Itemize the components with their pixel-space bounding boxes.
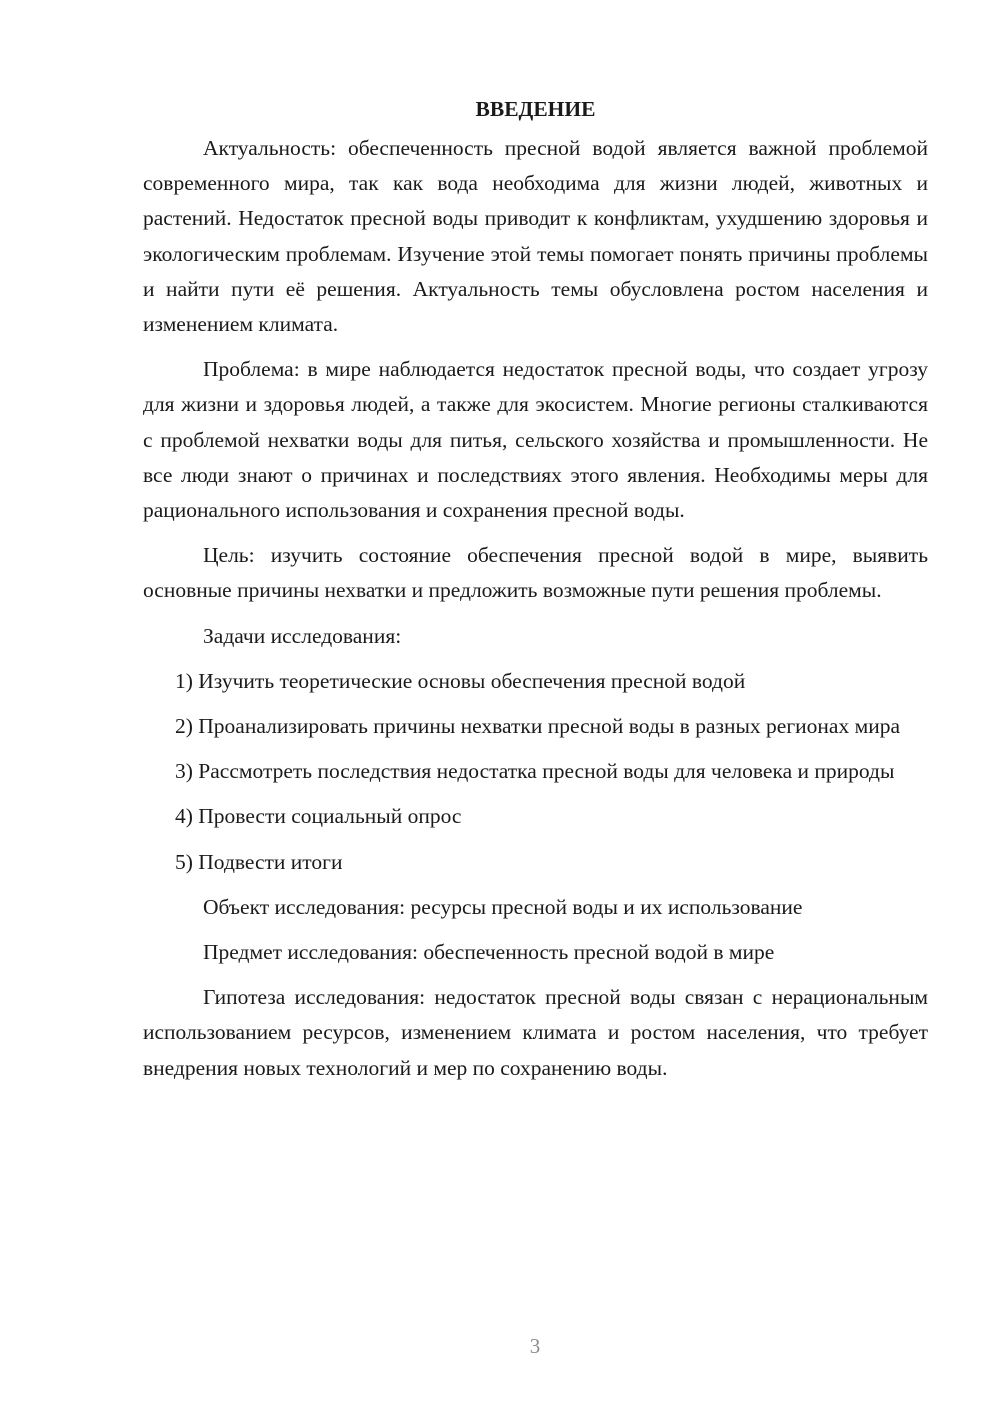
hypothesis-paragraph: Гипотеза исследования: недостаток пресной воды связан с нерациональным использованием ресурсов, изменением климата и ростом населения, что требует внедрения новых технологий и мер по сохранению воды. — [143, 985, 928, 1080]
document-page — [143, 92, 928, 1096]
task-item: 4) Провести социальный опрос — [175, 804, 462, 829]
relevance-paragraph: Актуальность: обеспеченность пресной водой является важной проблемой современного мира, так как вода необходима для жизни людей, животных и растений. Недостаток пресной воды приводит к конфликтам, ухудшению здоровья и экологическим проблемам. Изучение этой темы помогает понять причины проблемы и найти пути её решения. Актуальность темы обусловлена ростом населения и изменением климата. — [143, 136, 928, 337]
task-item: 2) Проанализировать причины нехватки пресной воды в разных регионах мира — [175, 714, 900, 739]
task-item: 3) Рассмотреть последствия недостатка пресной воды для человека и природы — [175, 759, 895, 784]
tasks-heading: Задачи исследования: — [203, 623, 402, 648]
object-paragraph: Объект исследования: ресурсы пресной воды и их использование — [203, 894, 803, 919]
page-number: 3 — [529, 1334, 541, 1358]
subject-paragraph: Предмет исследования: обеспеченность пресной водой в мире — [203, 940, 775, 965]
section-title: ВВЕДЕНИЕ — [475, 97, 596, 121]
problem-paragraph: Проблема: в мире наблюдается недостаток пресной воды, что создает угрозу для жизни и здоровья людей, а также для экосистем. Многие регионы сталкиваются с проблемой нехватки воды для питья, сельского хозяйства и промышленности. Не все люди знают о причинах и последствиях этого явления. Необходимы меры для рационального использования и сохранения пресной воды. — [143, 357, 928, 523]
task-item: 1) Изучить теоретические основы обеспечения пресной водой — [175, 668, 746, 693]
task-item: 5) Подвести итоги — [175, 849, 343, 874]
goal-paragraph: Цель: изучить состояние обеспечения пресной водой в мире, выявить основные причины нехватки и предложить возможные пути решения проблемы. — [143, 543, 928, 603]
